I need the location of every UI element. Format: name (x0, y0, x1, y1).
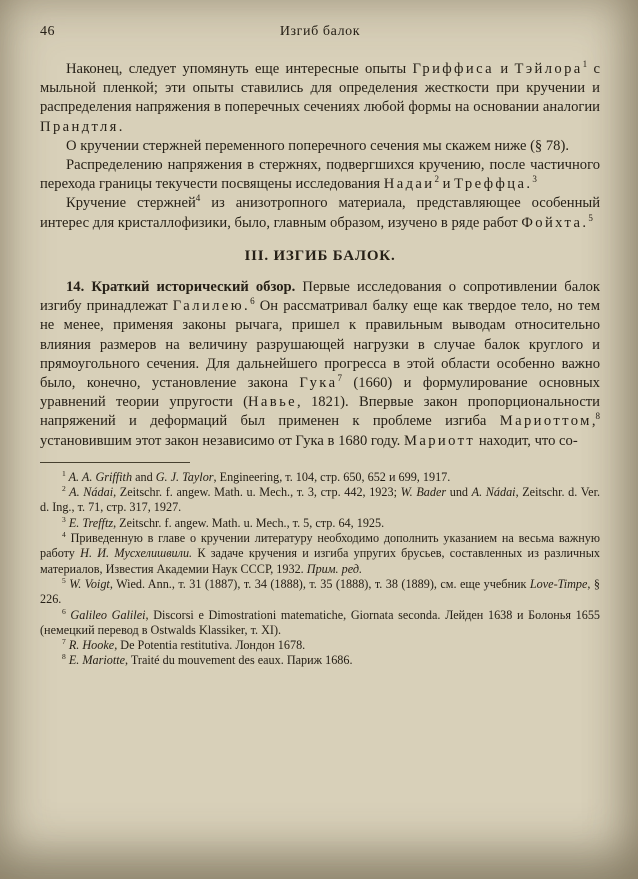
text-segment: A. A. Griffith (65, 469, 133, 484)
text-segment: К задаче кручения и изгиба упругих брусьев, составленных из различных материалов, Известия Академии Наук СССР, 1932. (40, 546, 600, 576)
footnote-ref: 1 (582, 59, 588, 70)
text-segment: , (591, 413, 596, 430)
footnote (40, 470, 600, 485)
text-segment: W. Voigt (65, 576, 110, 591)
footnote (40, 577, 600, 608)
text-segment: Наконец, следует упомянуть еще интересные опыты (66, 61, 413, 77)
paragraph (40, 60, 600, 137)
text-segment: Прим. ред. (306, 561, 363, 576)
footnote-ref: 8 (595, 411, 600, 422)
page-header (40, 24, 600, 40)
text-segment: A. Nádai (65, 485, 114, 500)
footnote (40, 531, 600, 577)
text-segment: и (494, 61, 515, 77)
footnote-ref: 1 (62, 468, 66, 478)
footnote-ref: 2 (434, 174, 440, 185)
text-segment: Love-Timpe (529, 576, 588, 591)
text-segment: О кручении стержней переменного поперечного сечения мы скажем ниже (§ 78). (66, 137, 569, 154)
text-segment: 14. Краткий исторический обзор. (66, 279, 296, 296)
section-heading: III. ИЗГИБ БАЛОК. (244, 247, 396, 264)
text-segment: , Traité du mouvement des eaux. Париж 1686. (125, 653, 353, 668)
text-segment: Прандтля (40, 118, 119, 135)
paragraph (40, 137, 600, 156)
text-segment: из анизотропного материала, представляющее особенный интерес для кристаллофизики, было, главным образом, изучено в ряде работ (40, 195, 601, 231)
text-segment: Гриффиса (412, 61, 495, 77)
paragraph (40, 278, 600, 451)
footnote (40, 485, 600, 516)
text-segment: and (132, 469, 156, 484)
text-segment: Мариотт (403, 432, 476, 449)
text-segment: Распределению напряжения в стержнях, подвергшихся кручению, после частичного перехода границы текучести посвящены исследования (40, 157, 600, 193)
text-segment: , Zeitschr. f. angew. Math. u. Mech., т. 3, стр. 442, 1923; (113, 485, 401, 500)
running-head: Изгиб балок (279, 24, 361, 39)
text-segment: Навье (247, 394, 298, 411)
text-segment: Фойхта. (521, 214, 589, 231)
text-segment: Надаи (383, 176, 435, 193)
text-segment: , § 226. (40, 576, 601, 607)
text-segment: R. Hooke (65, 638, 115, 653)
text-segment: E. Mariotte (65, 653, 126, 668)
text-segment: (1660) и формулирование основных уравнений теории упругости ( (40, 375, 600, 411)
text-segment: Н. И. Мусхелишвили. (80, 546, 193, 561)
text-segment: установившим этот закон независимо от Гука в 1680 году. (40, 432, 404, 449)
text-segment: Треффца. (454, 176, 533, 193)
footnote-ref: 7 (62, 637, 66, 647)
text-segment: Мариоттом (499, 413, 592, 430)
text-segment: A. Nádai (471, 485, 516, 500)
footnote (40, 653, 600, 668)
text-segment: , Wied. Ann., т. 31 (1887), т. 34 (1888), т. 35 (1888), т. 38 (1889), см. еще учебник (109, 576, 530, 591)
text-segment: , Zeitschr. f. angew. Math. u. Mech., т. 5, стр. 64, 1925. (113, 515, 385, 530)
page-number: 46 (40, 24, 55, 39)
text-segment: E. Trefftz (65, 515, 114, 530)
text-segment: W. Bader (400, 485, 447, 500)
text-segment: , Discorsi e Dimostrationi matematiche, Giornata seconda. Лейден 1638 и Болонья 1655 (немецкий перевод в Ostwalds Klassiker, т. XI). (40, 607, 601, 637)
paragraph (40, 156, 600, 194)
text-segment: Гука (299, 375, 338, 392)
footnote (40, 608, 600, 639)
footnote-ref: 6 (250, 296, 255, 307)
footnote-ref: 6 (62, 606, 66, 616)
text-segment: Он рассматривал балку еще как твердое тело, но тем не менее, применяя законы рычага, пришел к правильным выводам относительно влияния размеров на величину разрушающей нагрузки в случае балок круглого и прямоугольного сечения. Для дальнейшего прогресса в этой области особенно важно было, конечно, установление закона (40, 298, 600, 392)
footnote-ref: 4 (195, 193, 201, 204)
text-segment: Приведенную в главе о кручении литературу необходимо дополнить указанием на весьма важную работу (40, 531, 600, 561)
text-segment: G. J. Taylor (155, 469, 214, 484)
footnote-ref: 5 (62, 575, 66, 585)
footnote-ref: 3 (532, 174, 537, 185)
footnote-ref: 8 (62, 652, 66, 662)
footnote-ref: 5 (588, 212, 593, 223)
paragraph (40, 194, 600, 232)
footnote (40, 638, 600, 653)
text-segment: Галилею. (172, 298, 251, 315)
footnotes (40, 470, 600, 669)
text-segment: Galileo Galilei (65, 607, 146, 622)
text-segment: Тэйлора (514, 61, 583, 77)
footnote-ref: 7 (337, 373, 342, 384)
footnote (40, 516, 600, 531)
text-segment: und (446, 485, 472, 500)
text-segment: , De Potentia restitutiva. Лондон 1678. (114, 638, 306, 653)
text-segment: . (118, 118, 123, 135)
text-segment: и (439, 176, 455, 193)
text-segment: находит, что со- (475, 432, 578, 449)
footnote-rule (40, 462, 190, 463)
footnote-ref: 3 (62, 514, 66, 524)
text-segment: Первые исследования о сопротивлении балок изгибу принадлежат (40, 279, 600, 315)
text-segment: Кручение стержней (66, 195, 196, 212)
footnote-ref: 2 (62, 484, 66, 494)
text-segment: , Zeitschr. d. Ver. d. Ing., т. 71, стр. 317, 1927. (40, 485, 600, 515)
footnote-ref: 4 (62, 529, 66, 539)
text-segment: , Engineering, т. 104, стр. 650, 652 и 699, 1917. (213, 469, 451, 484)
text-segment: , 1821). Впервые закон пропорциональности напряжений и деформаций был применен к проблеме изгиба (40, 394, 600, 430)
main-text (40, 60, 600, 451)
text-segment: с мыльной пленкой; эти опыты ставились для определения жесткости при кручении и распределения напряжения в поперечных сечениях любой формы на основании аналогии (40, 61, 600, 116)
